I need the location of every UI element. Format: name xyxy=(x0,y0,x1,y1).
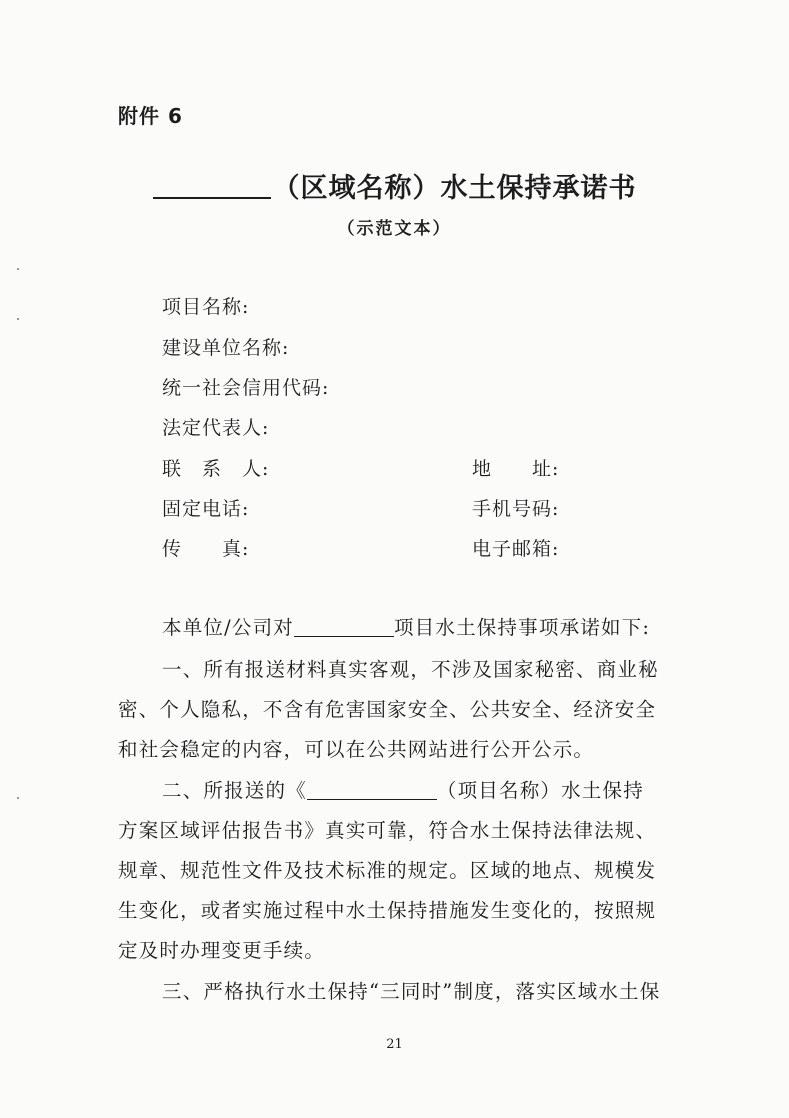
title-text: （区域名称）水土保持承诺书 xyxy=(272,173,637,204)
field-contact: 联 系 人: xyxy=(162,458,270,480)
item2-text-after: （项目名称）水土保持 xyxy=(436,779,644,802)
item1-line1: 一、所有报送材料真实客观，不涉及国家秘密、商业秘 xyxy=(162,658,659,681)
field-email: 电子邮箱: xyxy=(472,538,560,560)
field-legal-rep: 法定代表人: xyxy=(162,417,270,439)
scan-mark xyxy=(17,318,19,320)
item2-line1 xyxy=(162,775,644,803)
field-builder-name: 建设单位名称: xyxy=(162,337,290,359)
item1-line3: 和社会稳定的内容，可以在公共网站进行公开公示。 xyxy=(118,738,595,761)
item2-project-blank xyxy=(307,781,437,800)
field-fax: 传 真: xyxy=(162,538,250,560)
item2-text-before: 二、所报送的《 xyxy=(162,779,307,802)
field-phone: 固定电话: xyxy=(162,498,250,520)
document-subtitle: （示范文本） xyxy=(337,219,452,239)
scan-mark xyxy=(17,797,19,799)
field-project-name: 项目名称: xyxy=(162,296,250,318)
attachment-label: 附件 6 xyxy=(118,104,183,128)
intro-line xyxy=(162,612,650,640)
intro-project-blank xyxy=(294,618,394,637)
item2-line3: 规章、规范性文件及技术标准的规定。区域的地点、规模发 xyxy=(118,859,657,882)
intro-text-before: 本单位/公司对 xyxy=(162,616,294,639)
item2-line2: 方案区域评估报告书》真实可靠，符合水土保持法律法规、 xyxy=(118,819,657,842)
item3-line1: 三、严格执行水土保持“三同时”制度，落实区域水土保 xyxy=(162,980,661,1003)
field-mobile: 手机号码: xyxy=(472,498,560,520)
field-credit-code: 统一社会信用代码: xyxy=(162,377,330,399)
item2-line5: 定及时办理变更手续。 xyxy=(118,939,326,962)
intro-text-after: 项目水土保持事项承诺如下: xyxy=(393,616,651,639)
document-title xyxy=(0,166,789,205)
item2-line4: 生变化，或者实施过程中水土保持措施发生变化的，按照规 xyxy=(118,899,657,922)
field-address: 地 址: xyxy=(472,458,560,480)
item1-line2: 密、个人隐私，不含有危害国家安全、公共安全、经济安全 xyxy=(118,698,657,721)
title-blank-line xyxy=(153,173,271,199)
scan-mark xyxy=(17,268,19,270)
page-number: 21 xyxy=(386,1037,403,1052)
